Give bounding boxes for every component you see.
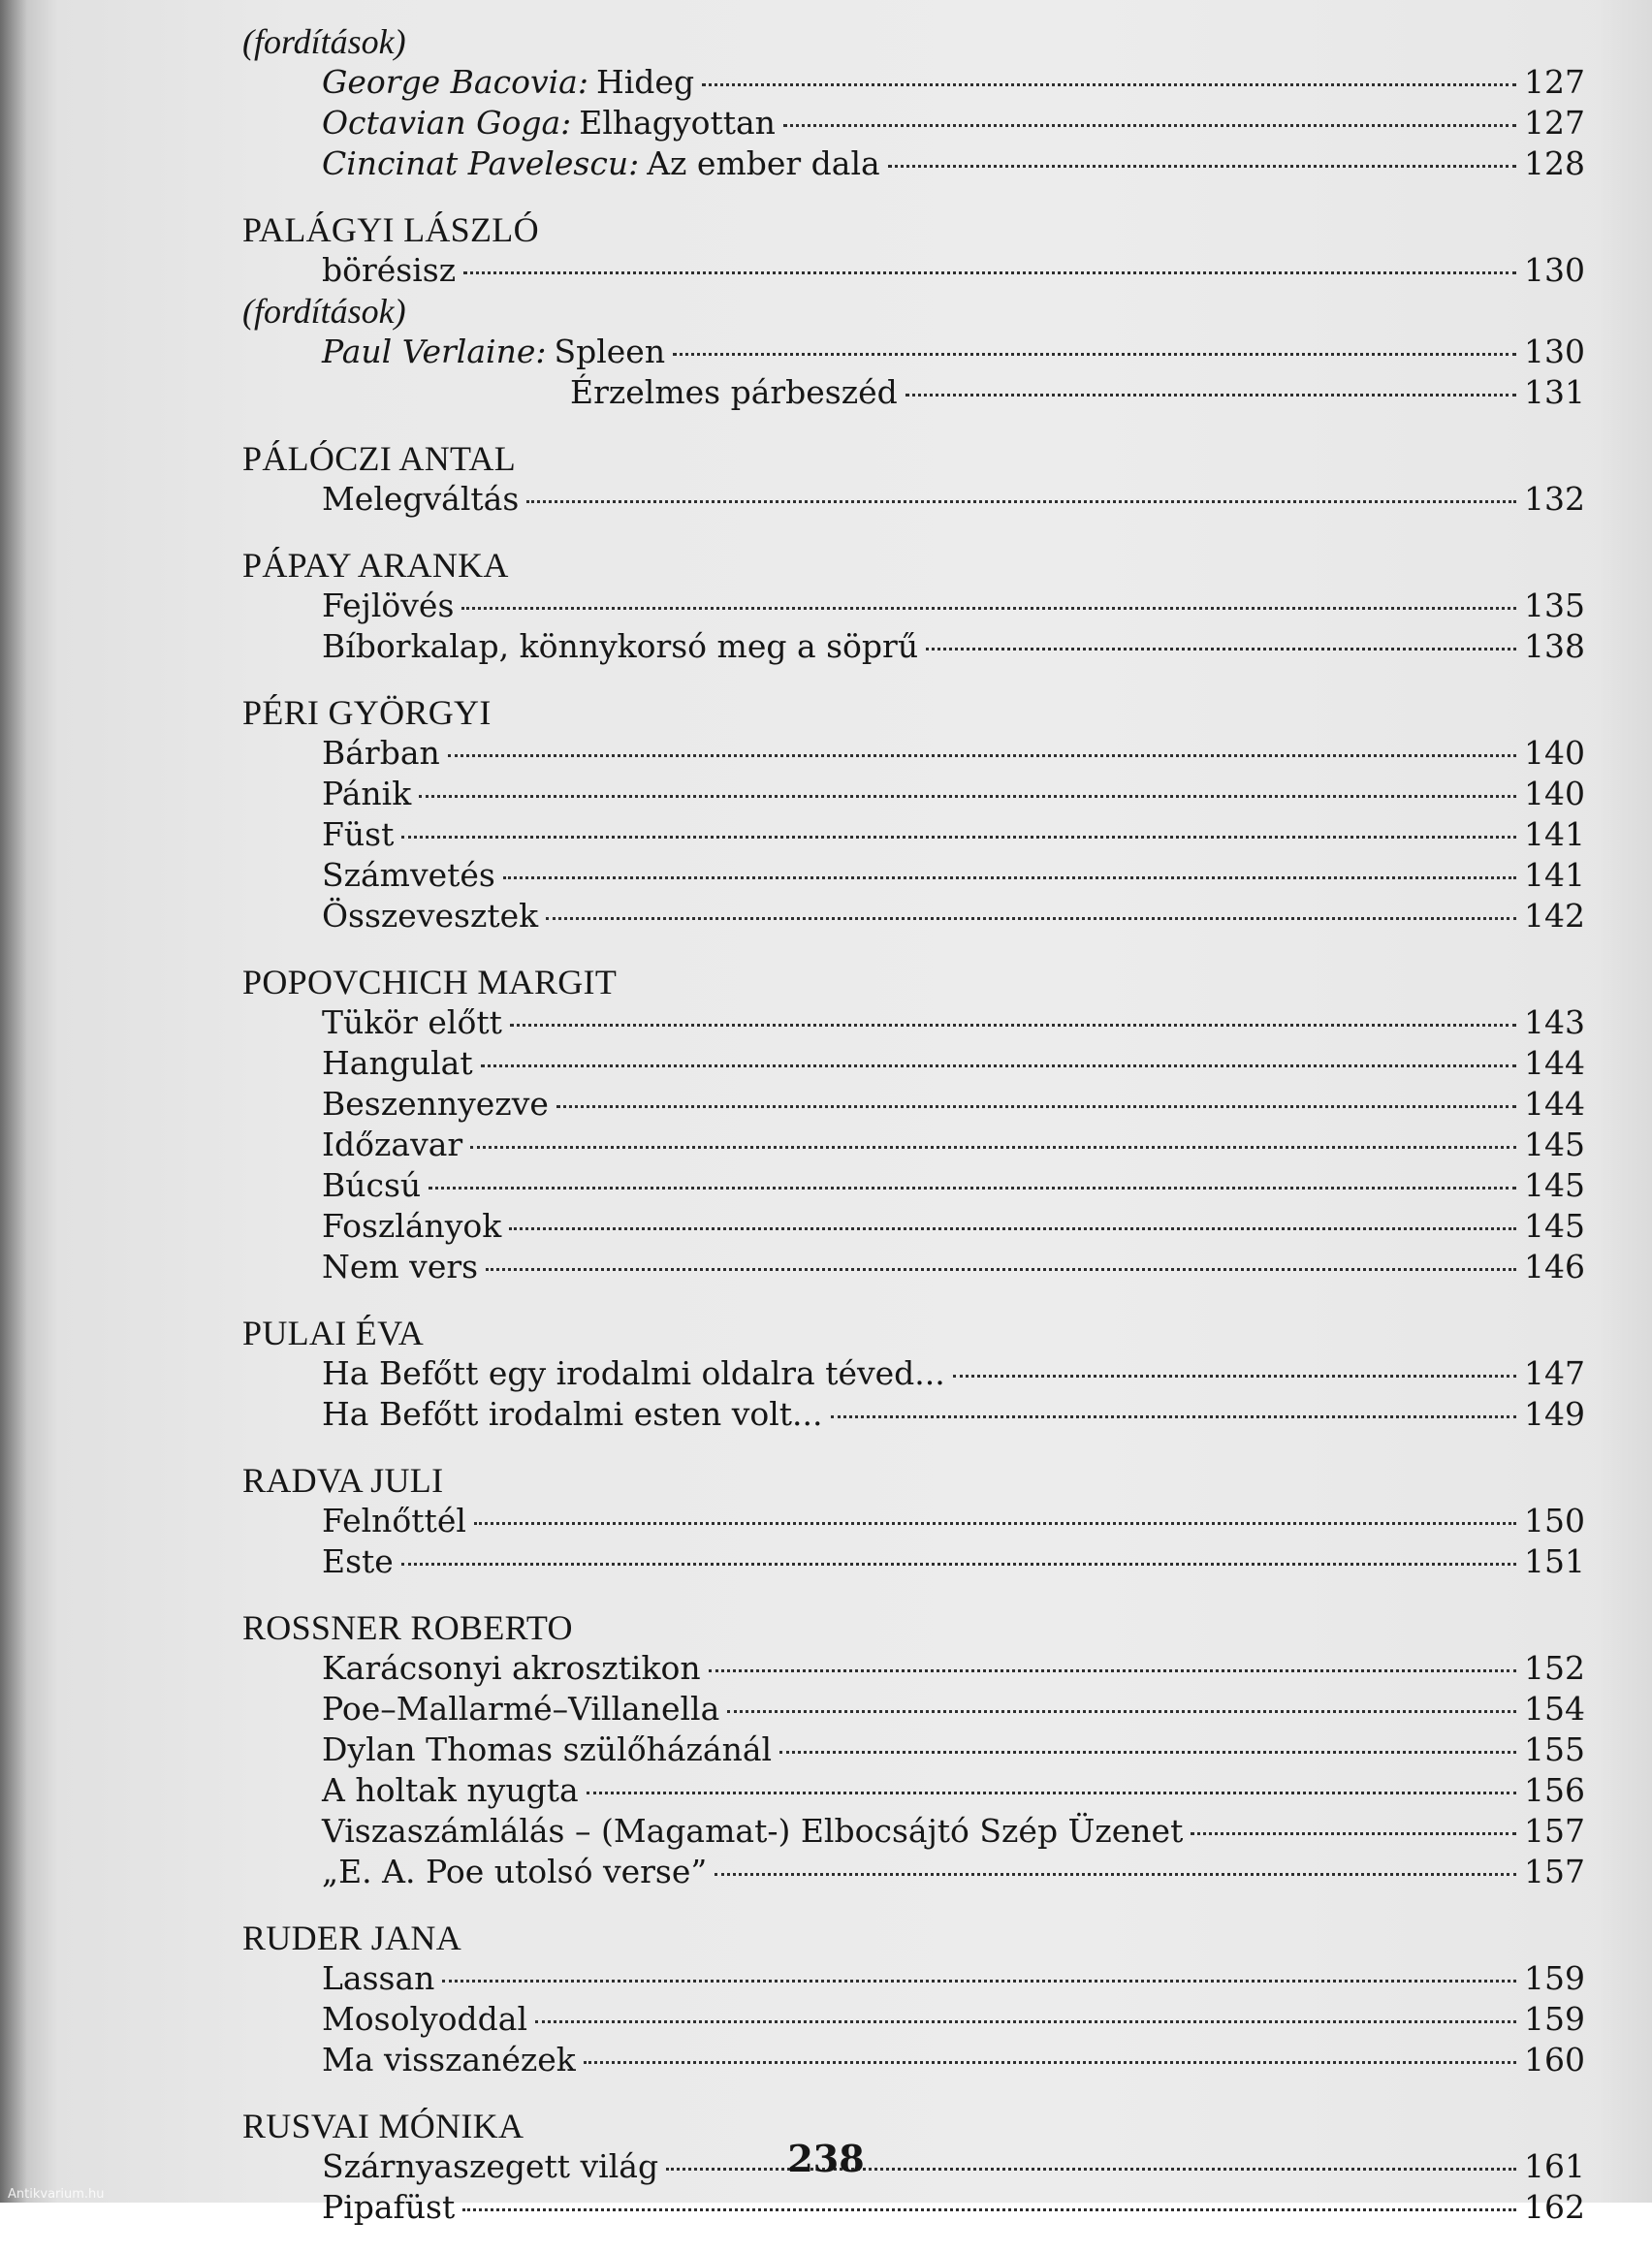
dot-leader <box>926 648 1516 651</box>
dot-leader <box>673 353 1516 356</box>
toc-entry[interactable] <box>242 332 1585 372</box>
toc-entry[interactable] <box>242 1084 1585 1125</box>
author-name: PÁLÓCZI ANTAL <box>242 439 517 478</box>
author-section <box>242 438 1585 520</box>
toc-entry[interactable] <box>242 626 1585 667</box>
dot-leader <box>442 1980 1516 1983</box>
toc-entry[interactable] <box>242 1541 1585 1582</box>
entry-page-number: 127 <box>1524 104 1585 142</box>
entry-page-number: 155 <box>1524 1730 1585 1768</box>
toc-entry[interactable] <box>242 855 1585 896</box>
entry-page-number: 131 <box>1524 373 1585 411</box>
toc-entry[interactable] <box>242 1394 1585 1435</box>
author-name: PÁPAY ARANKA <box>242 546 509 585</box>
entry-page-number: 162 <box>1524 2188 1585 2226</box>
entry-title: Karácsonyi akrosztikon <box>322 1649 701 1687</box>
dot-leader <box>401 1563 1516 1566</box>
dot-leader <box>556 1105 1516 1108</box>
entry-page-number: 146 <box>1524 1248 1585 1285</box>
entry-title: Viszaszámlálás – (Magamat-) Elbocsájtó Szép Üzenet <box>322 1812 1184 1850</box>
entry-title: Nem vers <box>322 1248 479 1285</box>
author-name: RUDER JANA <box>242 1919 462 1957</box>
entry-page-number: 140 <box>1524 775 1585 812</box>
entry-title: Melegváltás <box>322 480 520 518</box>
entry-title: Pipafüst <box>322 2188 456 2226</box>
toc-entry[interactable] <box>242 143 1585 184</box>
entry-page-number: 130 <box>1524 251 1585 289</box>
dot-leader <box>546 917 1516 920</box>
author-name: PÉRI GYÖRGYI <box>242 693 492 732</box>
entry-page-number: 128 <box>1524 144 1585 182</box>
dot-leader <box>448 754 1516 757</box>
entry-page-number: 145 <box>1524 1207 1585 1245</box>
author-section <box>242 21 1585 184</box>
entry-page-number: 161 <box>1524 2147 1585 2185</box>
entry-author: Cincinat Pavelescu: <box>322 144 640 182</box>
dot-leader <box>905 394 1516 397</box>
toc-entry[interactable] <box>242 1689 1585 1729</box>
dot-leader <box>526 500 1516 503</box>
toc-entry[interactable] <box>242 733 1585 774</box>
toc-entry[interactable] <box>242 1353 1585 1394</box>
dot-leader <box>486 1268 1516 1271</box>
watermark: Antikvarium.hu <box>8 2187 105 2202</box>
entry-title: Ha Befőtt egy irodalmi oldalra téved... <box>322 1354 945 1392</box>
entry-page-number: 145 <box>1524 1166 1585 1204</box>
dot-leader <box>709 1669 1516 1672</box>
dot-leader <box>535 2020 1516 2023</box>
dot-leader <box>463 271 1516 274</box>
entry-title: Tükör előtt <box>322 1003 502 1041</box>
entry-title: Összevesztek <box>322 897 539 935</box>
table-of-contents <box>242 21 1585 2253</box>
entry-author: Paul Verlaine: <box>322 333 547 370</box>
entry-title: Dylan Thomas szülőházánál <box>322 1730 773 1768</box>
page-edge-shadow <box>1594 0 1652 2203</box>
toc-entry[interactable] <box>242 586 1585 626</box>
entry-page-number: 150 <box>1524 1502 1585 1539</box>
toc-entry[interactable] <box>242 372 1585 413</box>
entry-author: George Bacovia: <box>322 63 588 101</box>
entry-title: Foszlányok <box>322 1207 502 1245</box>
entry-title: Érzelmes párbeszéd <box>570 373 898 411</box>
entry-title: Az ember dala <box>647 144 880 182</box>
dot-leader <box>474 1522 1516 1525</box>
entry-title: Lassan <box>322 1959 435 1997</box>
toc-entry[interactable] <box>242 1206 1585 1247</box>
dot-leader <box>715 1873 1516 1876</box>
toc-entry[interactable] <box>242 1958 1585 1999</box>
toc-entry[interactable] <box>242 774 1585 814</box>
dot-leader <box>1191 1832 1516 1835</box>
author-name: POPOVCHICH MARGIT <box>242 963 618 1001</box>
entry-page-number: 154 <box>1524 1690 1585 1728</box>
toc-entry[interactable] <box>242 103 1585 143</box>
dot-leader <box>429 1187 1516 1190</box>
author-name: RUSVAI MÓNIKA <box>242 2107 524 2145</box>
toc-entry[interactable] <box>242 896 1585 936</box>
author-name: PULAI ÉVA <box>242 1314 425 1352</box>
author-name: PALÁGYI LÁSZLÓ <box>242 210 539 249</box>
entry-title: Szárnyaszegett világ <box>322 2147 659 2185</box>
dot-leader <box>462 2208 1516 2211</box>
entry-page-number: 149 <box>1524 1395 1585 1433</box>
toc-entry[interactable] <box>242 2187 1585 2228</box>
dot-leader <box>461 607 1516 610</box>
entry-page-number: 142 <box>1524 897 1585 935</box>
dot-leader <box>702 83 1516 86</box>
toc-entry[interactable] <box>242 1852 1585 1892</box>
entry-page-number: 157 <box>1524 1853 1585 1890</box>
entry-title: Bíborkalap, könnykorsó meg a söprű <box>322 627 919 665</box>
toc-entry[interactable] <box>242 814 1585 855</box>
toc-entry[interactable] <box>242 1165 1585 1206</box>
dot-leader <box>503 876 1516 879</box>
dot-leader <box>783 124 1516 127</box>
author-section <box>242 209 1585 413</box>
toc-entry[interactable] <box>242 1648 1585 1689</box>
entry-page-number: 156 <box>1524 1771 1585 1809</box>
toc-entry[interactable] <box>242 1125 1585 1165</box>
entry-title: Beszennyezve <box>322 1085 549 1123</box>
entry-title: Elhagyottan <box>579 104 776 142</box>
entry-title: Spleen <box>554 333 666 370</box>
entry-title: Este <box>322 1542 394 1580</box>
entry-title: Hideg <box>595 63 695 101</box>
entry-page-number: 160 <box>1524 2041 1585 2078</box>
entry-page-number: 141 <box>1524 815 1585 853</box>
entry-page-number: 151 <box>1524 1542 1585 1580</box>
dot-leader <box>584 2061 1516 2064</box>
entry-title: Bárban <box>322 734 440 772</box>
entry-title: A holtak nyugta <box>322 1771 579 1809</box>
entry-title: Poe–Mallarmé–Villanella <box>322 1690 720 1728</box>
author-section <box>242 692 1585 936</box>
entry-title: Felnőttél <box>322 1502 466 1539</box>
dot-leader <box>953 1375 1516 1378</box>
entry-page-number: 135 <box>1524 587 1585 624</box>
toc-entry[interactable] <box>242 1729 1585 1770</box>
translations-label: (fordítások) <box>242 292 406 331</box>
author-section <box>242 1918 1585 2080</box>
page-number: 238 <box>787 2137 865 2180</box>
entry-title: Ma visszanézek <box>322 2041 576 2078</box>
entry-page-number: 144 <box>1524 1044 1585 1082</box>
entry-page-number: 127 <box>1524 63 1585 101</box>
toc-entry[interactable] <box>242 1811 1585 1852</box>
entry-page-number: 159 <box>1524 2000 1585 2038</box>
entry-title: Mosolyoddal <box>322 2000 528 2038</box>
entry-title: „E. A. Poe utolsó verse” <box>322 1853 708 1890</box>
author-name: ROSSNER ROBERTO <box>242 1608 573 1647</box>
entry-page-number: 152 <box>1524 1649 1585 1687</box>
entry-page-number: 140 <box>1524 734 1585 772</box>
dot-leader <box>510 1024 1516 1027</box>
author-name: RADVA JULI <box>242 1461 444 1500</box>
dot-leader <box>470 1146 1516 1149</box>
dot-leader <box>401 836 1516 839</box>
dot-leader <box>888 165 1516 168</box>
entry-title: Ha Befőtt irodalmi esten volt... <box>322 1395 823 1433</box>
entry-title: börésisz <box>322 251 457 289</box>
author-section <box>242 1460 1585 1582</box>
entry-title: Időzavar <box>322 1126 463 1163</box>
entry-page-number: 141 <box>1524 856 1585 894</box>
toc-entry[interactable] <box>242 1002 1585 1043</box>
dot-leader <box>509 1227 1516 1230</box>
author-section <box>242 1313 1585 1435</box>
toc-entry[interactable] <box>242 1770 1585 1811</box>
entry-author: Octavian Goga: <box>322 104 572 142</box>
entry-title: Pánik <box>322 775 412 812</box>
entry-title: Számvetés <box>322 856 495 894</box>
translations-label: (fordítások) <box>242 22 406 61</box>
toc-entry[interactable] <box>242 1247 1585 1287</box>
toc-entry[interactable] <box>242 1501 1585 1541</box>
entry-title: Füst <box>322 815 395 853</box>
entry-page-number: 145 <box>1524 1126 1585 1163</box>
dot-leader <box>831 1415 1517 1418</box>
dot-leader <box>727 1710 1516 1713</box>
toc-entry[interactable] <box>242 250 1585 291</box>
author-section <box>242 545 1585 667</box>
author-section <box>242 962 1585 1287</box>
dot-leader <box>587 1792 1516 1794</box>
toc-entry[interactable] <box>242 62 1585 103</box>
entry-page-number: 132 <box>1524 480 1585 518</box>
dot-leader <box>779 1751 1516 1754</box>
entry-page-number: 159 <box>1524 1959 1585 1997</box>
entry-page-number: 157 <box>1524 1812 1585 1850</box>
entry-title: Búcsú <box>322 1166 422 1204</box>
entry-page-number: 143 <box>1524 1003 1585 1041</box>
toc-entry[interactable] <box>242 2040 1585 2080</box>
author-section <box>242 1607 1585 1892</box>
toc-entry[interactable] <box>242 479 1585 520</box>
entry-page-number: 147 <box>1524 1354 1585 1392</box>
dot-leader <box>419 795 1516 798</box>
dot-leader <box>481 1064 1516 1067</box>
entry-title: Hangulat <box>322 1044 473 1082</box>
toc-entry[interactable] <box>242 1043 1585 1084</box>
entry-page-number: 144 <box>1524 1085 1585 1123</box>
entry-page-number: 138 <box>1524 627 1585 665</box>
entry-page-number: 130 <box>1524 333 1585 370</box>
entry-title: Fejlövés <box>322 587 455 624</box>
toc-entry[interactable] <box>242 1999 1585 2040</box>
